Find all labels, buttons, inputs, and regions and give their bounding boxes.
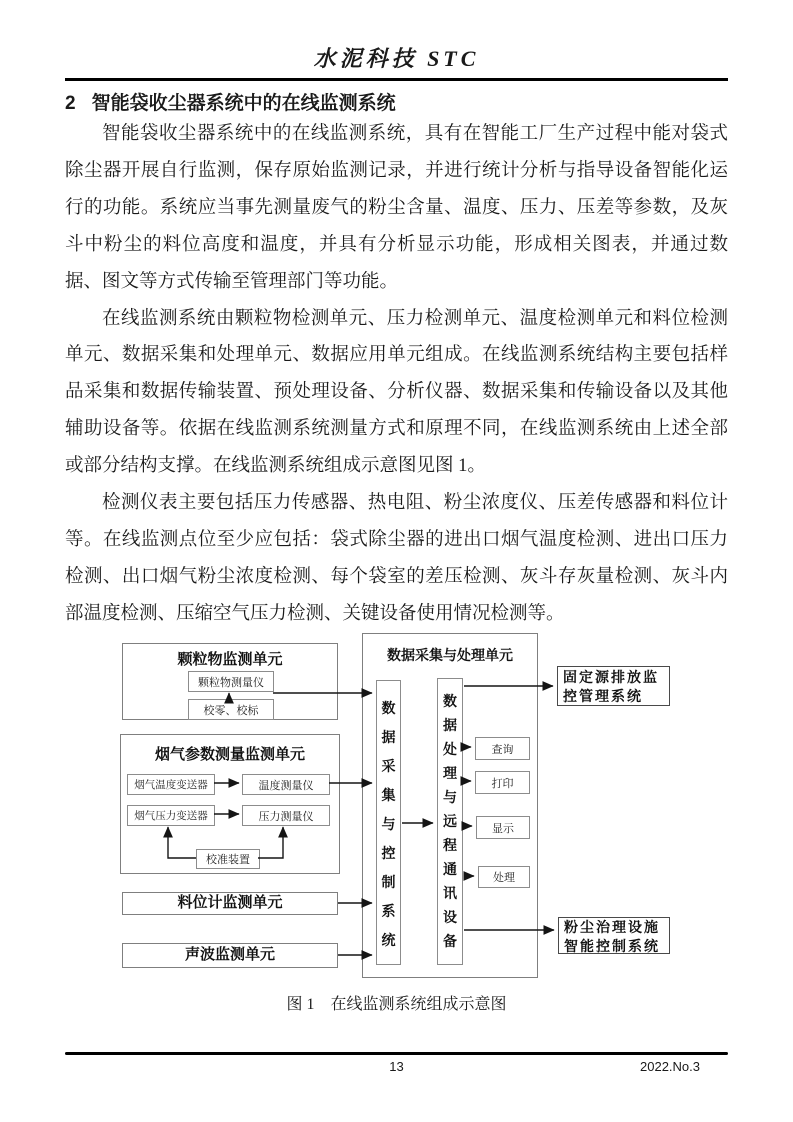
emission-monitoring-system-box: [557, 666, 670, 706]
emission-system-line1: 固定源排放监: [563, 671, 659, 686]
acoustic-unit-title: 声波监测单元: [184, 946, 275, 963]
central-unit-title: 数据采集与处理单元: [387, 647, 513, 663]
figure-caption: 图 1 在线监测系统组成示意图: [286, 996, 507, 1013]
particulate-calibration-box: 校零、校标: [188, 699, 274, 720]
section-heading: [65, 88, 728, 115]
particulate-meter-box: 颗粒物测量仪: [188, 671, 274, 692]
flue-pressure-meter-box: 压力测量仪: [242, 805, 330, 826]
flue-temp-transmitter-box: 烟气温度变送器: [127, 774, 215, 795]
body-text: [65, 116, 728, 633]
flue-temp-meter-box: 温度测量仪: [242, 774, 330, 795]
paragraph: 智能袋收尘器系统中的在线监测系统，具有在智能工厂生产过程中能对袋式除尘器开展自行监测，保存原始监测记录，并进行统计分析与指导设备智能化运行的功能。系统应当事先测量废气的粉尘含量、温度、压力、压差等参数，及灰斗中粉尘的料位高度和温度，并具有分析显示功能，形成相关图表，并通过数据、图文等方式传输至管理部门等功能。: [65, 124, 728, 292]
dust-control-system-box: [558, 917, 670, 954]
acquisition-control-system-box: 数据采集与控制系统: [376, 680, 401, 965]
particulate-unit-title: 颗粒物监测单元: [177, 651, 283, 668]
level-unit-box: [122, 892, 338, 915]
function-box-process: 处理: [478, 866, 530, 888]
footer-rule: [65, 1052, 728, 1055]
journal-title: 水泥科技 STC: [313, 46, 480, 71]
paragraph: 检测仪表主要包括压力传感器、热电阻、粉尘浓度仪、压差传感器和料位计等。在线监测点位至少应包括：袋式除尘器的进出口烟气温度检测、进出口压力检测、出口烟气粉尘浓度检测、每个袋室的差压检测、灰斗存灰量检测、灰斗内部温度检测、压缩空气压力检测、关键设备使用情况检测等。: [65, 493, 728, 624]
dust-control-line1: 粉尘治理设施: [564, 921, 660, 936]
header-rule: [65, 78, 728, 81]
level-unit-title: 料位计监测单元: [177, 894, 283, 911]
processing-communication-box: 数据处理与远程通讯设备: [437, 678, 463, 965]
flue-pressure-transmitter-box: 烟气压力变送器: [127, 805, 215, 826]
flue-gas-unit-title: 烟气参数测量监测单元: [154, 746, 305, 763]
emission-system-line2: 控管理系统: [563, 690, 643, 705]
footer-page-number: 13: [389, 1059, 404, 1074]
acoustic-unit-box: [122, 943, 338, 968]
function-box-print: 打印: [475, 771, 530, 794]
function-box-query: 查询: [475, 737, 530, 760]
section-title: 智能袋收尘器系统中的在线监测系统: [91, 93, 396, 114]
footer-issue: 2022.No.3: [640, 1059, 700, 1074]
function-box-display: 显示: [476, 816, 530, 839]
dust-control-line2: 智能控制系统: [564, 940, 660, 955]
paragraph: 在线监测系统由颗粒物检测单元、压力检测单元、温度检测单元和料位检测单元、数据采集和处理单元、数据应用单元组成。在线监测系统结构主要包括样品采集和数据传输装置、预处理设备、分析仪器、数据采集和传输设备以及其他辅助设备等。依据在线监测系统测量方式和原理不同，在线监测系统由上述全部或部分结构支撑。在线监测系统组成示意图见图 1。: [65, 308, 728, 477]
flue-calibration-device-box: 校准装置: [196, 849, 260, 869]
section-number: 2: [65, 93, 76, 114]
